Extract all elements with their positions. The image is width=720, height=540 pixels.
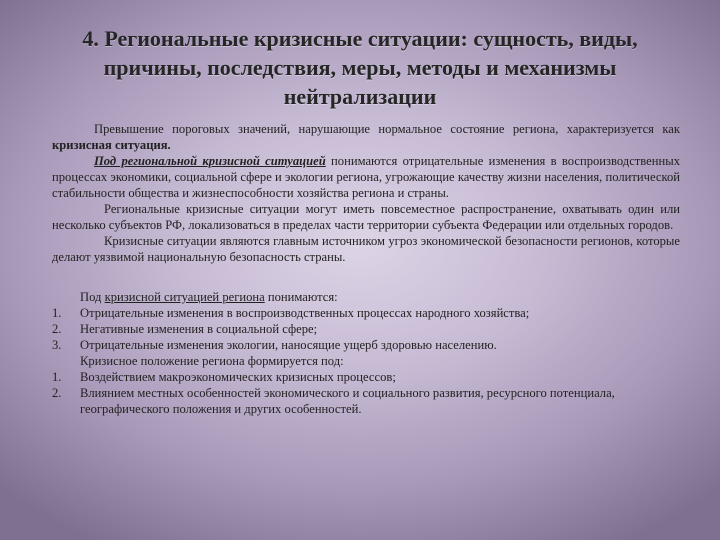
list-item-number: 2.	[52, 322, 62, 336]
list-item-number: 1.	[52, 306, 62, 320]
slide-body	[52, 121, 680, 417]
list1-intro-post: понимаются:	[264, 290, 338, 304]
list-item-text: Негативные изменения в социальной сфере;	[80, 322, 318, 336]
list-item	[52, 369, 680, 385]
list-item-text: Воздействием макроэкономических кризисных процессов;	[80, 370, 396, 384]
paragraph-threshold-text: Превышение пороговых значений, нарушающие нормальное состояние региона, характеризуется как	[94, 122, 680, 136]
list-item-text: Отрицательные изменения в воспроизводственных процессах народного хозяйства;	[80, 306, 530, 320]
term-crisis-of-region: кризисной ситуацией региона	[104, 290, 265, 304]
list2	[52, 369, 680, 417]
spacer	[52, 265, 680, 289]
paragraph-definition-text: понимаются отрицательные изменения в воспроизводственных процессах экономики, социальной сфере и экологии региона, угрожающие качеству жизни населения, политической стабильности общества и жизнеспособности хозяйства региона и страны.	[52, 154, 680, 200]
term-crisis-situation: кризисная ситуация.	[52, 138, 171, 152]
list-item	[52, 321, 680, 337]
list-item	[52, 337, 680, 353]
list-item-number: 1.	[52, 370, 62, 384]
paragraph-threats: Кризисные ситуации являются главным источником угроз экономической безопасности регионов, которые делают уязвимой национальную безопасность страны.	[52, 234, 680, 264]
list1-intro-pre: Под	[80, 290, 105, 304]
slide-title: 4. Региональные кризисные ситуации: сущность, виды, причины, последствия, меры, методы и механизмы нейтрализации	[82, 26, 638, 109]
list-item	[52, 385, 680, 417]
list2-intro: Кризисное положение региона формируется под:	[80, 354, 344, 368]
paragraph-threshold	[52, 121, 680, 153]
list1	[52, 305, 680, 353]
list-item	[52, 305, 680, 321]
paragraph-scope: Региональные кризисные ситуации могут иметь повсеместное распространение, охватывать один или несколько субъектов РФ, локализоваться в пределах части территории субъекта Федерации или отдельных городов.	[52, 202, 680, 232]
list-item-number: 2.	[52, 386, 62, 400]
paragraph-definition	[52, 153, 680, 201]
list-item-number: 3.	[52, 338, 62, 352]
list-item-text: Влиянием местных особенностей экономического и социального развития, ресурсного потенциала, географического положения и других особенностей.	[80, 386, 615, 416]
list1-intro	[52, 289, 680, 305]
list-item-text: Отрицательные изменения экологии, наносящие ущерб здоровью населению.	[80, 338, 497, 352]
term-regional-crisis: Под региональной кризисной ситуацией	[94, 154, 326, 168]
